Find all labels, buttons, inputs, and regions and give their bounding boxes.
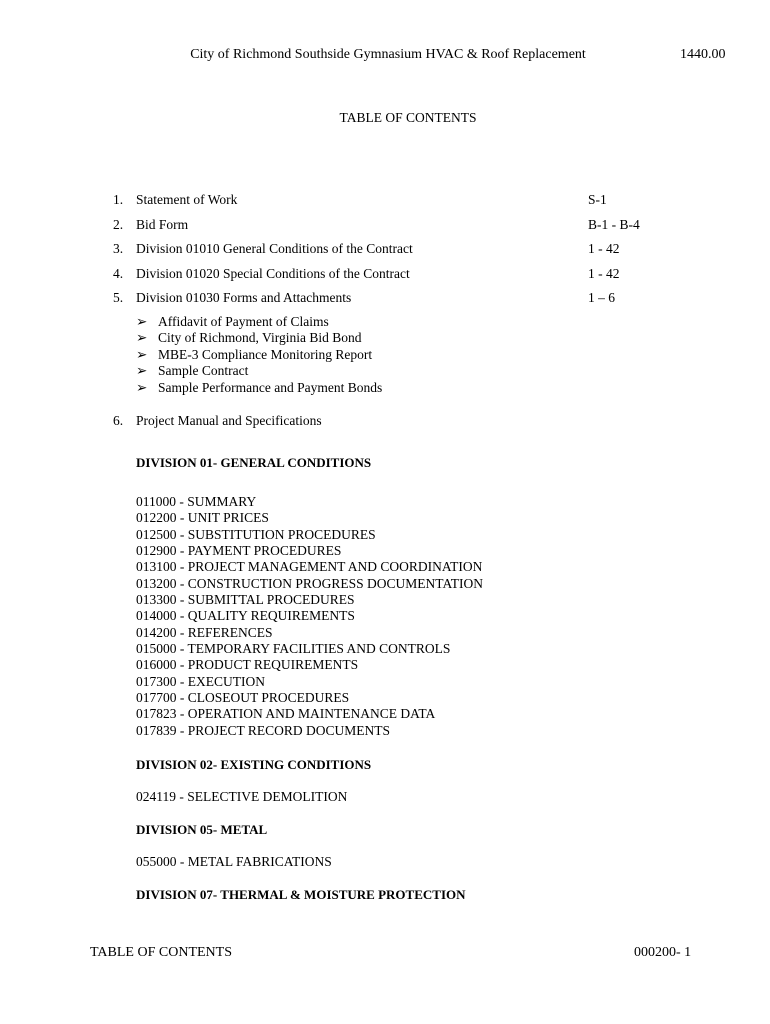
section-item: 016000 - PRODUCT REQUIREMENTS xyxy=(136,657,359,673)
section-item: 055000 - METAL FABRICATIONS xyxy=(136,854,332,869)
attachment-label: MBE-3 Compliance Monitoring Report xyxy=(158,346,373,362)
section-item: 011000 - SUMMARY xyxy=(136,494,257,509)
page-header-title: City of Richmond Southside Gymnasium HVAC & Roof Replacement xyxy=(190,47,586,62)
division-heading: DIVISION 07- THERMAL & MOISTURE PROTECTION xyxy=(136,887,466,902)
attachment-item xyxy=(136,330,382,346)
toc-item-label: Project Manual and Specifications xyxy=(136,413,322,428)
section-item: 013200 - CONSTRUCTION PROGRESS DOCUMENTATION xyxy=(136,575,483,591)
toc-item-pages: B-1 - B-4 xyxy=(588,217,640,232)
section-item: 017300 - EXECUTION xyxy=(136,673,265,689)
toc-item-label: Division 01020 Special Conditions of the Contract xyxy=(136,266,410,281)
section-list xyxy=(136,494,483,739)
toc-item-label: Division 01030 Forms and Attachments xyxy=(136,290,352,305)
arrow-bullet-icon: ➢ xyxy=(136,330,148,346)
attachment-label: Affidavit of Payment of Claims xyxy=(158,314,329,329)
toc-item-pages: 1 – 6 xyxy=(588,290,615,305)
toc-item-number: 6. xyxy=(113,413,124,428)
toc-item-number: 1. xyxy=(113,192,124,207)
section-item: 012900 - PAYMENT PROCEDURES xyxy=(136,543,342,559)
attachment-item xyxy=(136,363,382,379)
division-heading: DIVISION 01- GENERAL CONDITIONS xyxy=(136,455,372,470)
page-header-number: 1440.00 xyxy=(680,47,726,62)
toc-item-number: 4. xyxy=(113,266,124,281)
section-list xyxy=(136,789,347,805)
footer-title: TABLE OF CONTENTS xyxy=(90,945,232,960)
toc-item-pages: 1 - 42 xyxy=(588,241,620,256)
section-item: 015000 - TEMPORARY FACILITIES AND CONTROLS xyxy=(136,641,451,657)
attachment-item xyxy=(136,380,382,396)
toc-title: TABLE OF CONTENTS xyxy=(339,110,477,125)
attachment-item xyxy=(136,347,382,363)
toc-item-label: Bid Form xyxy=(136,217,189,232)
section-item: 012500 - SUBSTITUTION PROCEDURES xyxy=(136,526,376,542)
section-item: 014200 - REFERENCES xyxy=(136,624,273,640)
arrow-bullet-icon: ➢ xyxy=(136,346,148,362)
section-item: 014000 - QUALITY REQUIREMENTS xyxy=(136,608,355,624)
attachment-item xyxy=(136,314,382,330)
page-number: 000200- 1 xyxy=(634,945,692,960)
toc-item-label: Statement of Work xyxy=(136,192,238,207)
section-item: 024119 - SELECTIVE DEMOLITION xyxy=(136,789,348,804)
attachment-label: Sample Performance and Payment Bonds xyxy=(158,379,383,395)
section-list xyxy=(136,854,332,870)
section-item: 013300 - SUBMITTAL PROCEDURES xyxy=(136,592,355,608)
attachment-label: Sample Contract xyxy=(158,363,249,379)
division-heading: DIVISION 05- METAL xyxy=(136,822,268,837)
attachment-list xyxy=(136,314,382,396)
toc-item-number: 3. xyxy=(113,241,124,256)
division-heading: DIVISION 02- EXISTING CONDITIONS xyxy=(136,757,372,772)
arrow-bullet-icon: ➢ xyxy=(136,314,148,329)
section-item: 017700 - CLOSEOUT PROCEDURES xyxy=(136,690,350,706)
arrow-bullet-icon: ➢ xyxy=(136,379,148,395)
toc-item-label: Division 01010 General Conditions of the Contract xyxy=(136,241,413,256)
arrow-bullet-icon: ➢ xyxy=(136,363,148,379)
toc-item-pages: 1 - 42 xyxy=(588,266,620,281)
section-item: 017823 - OPERATION AND MAINTENANCE DATA xyxy=(136,706,436,722)
section-item: 012200 - UNIT PRICES xyxy=(136,510,269,526)
section-item: 017839 - PROJECT RECORD DOCUMENTS xyxy=(136,722,391,738)
section-item: 013100 - PROJECT MANAGEMENT AND COORDINATION xyxy=(136,559,483,575)
toc-item-pages: S-1 xyxy=(588,192,607,207)
attachment-label: City of Richmond, Virginia Bid Bond xyxy=(158,330,362,346)
toc-item-number: 2. xyxy=(113,217,124,232)
toc-item-number: 5. xyxy=(113,290,124,305)
